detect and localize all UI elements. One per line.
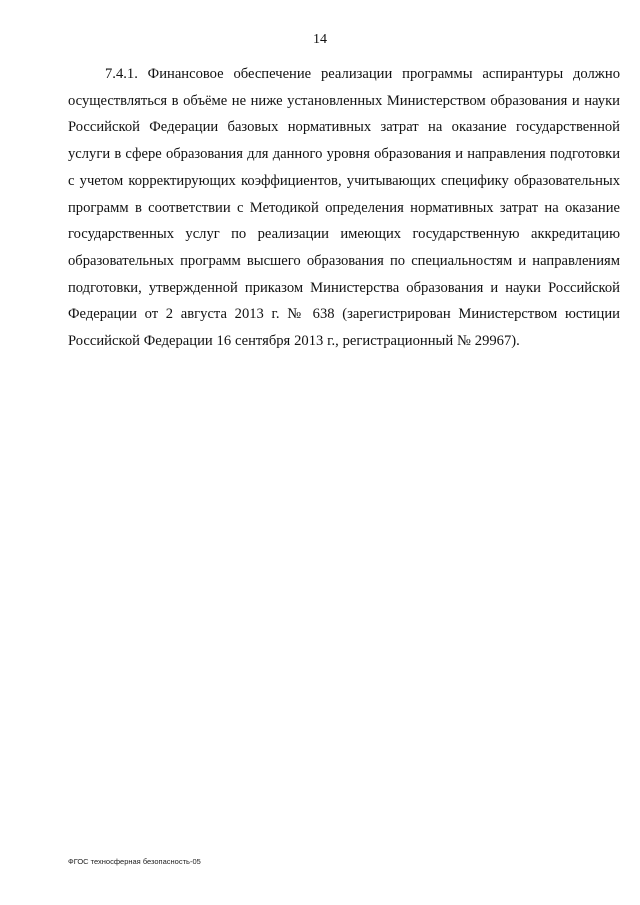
paragraph-7-4-1: 7.4.1. Финансовое обеспечение реализации программы аспирантуры должно осуществляться в объёме не ниже установленных Министерством образования и науки Российской Федерации базовых нормативных затрат на оказание государственной услуги в сфере образования для данного уровня образования и направления подготовки с учетом корректирующих коэффициентов, учитывающих специфику образовательных программ в соответствии с Методикой определения нормативных затрат на оказание государственных услуг по реализации имеющих государственную аккредитацию образовательных программ высшего образования по специальностям и направлениям подготовки, утвержденной приказом Министерства образования и науки Российской Федерации от 2 августа 2013 г. № 638 (зарегистрирован Министерством юстиции Российской Федерации 16 сентября 2013 г., регистрационный № 29967).	[68, 66, 620, 350]
page-number: 14	[313, 32, 327, 47]
footer-label: ФГОС техносферная безопасность-05	[68, 857, 201, 866]
